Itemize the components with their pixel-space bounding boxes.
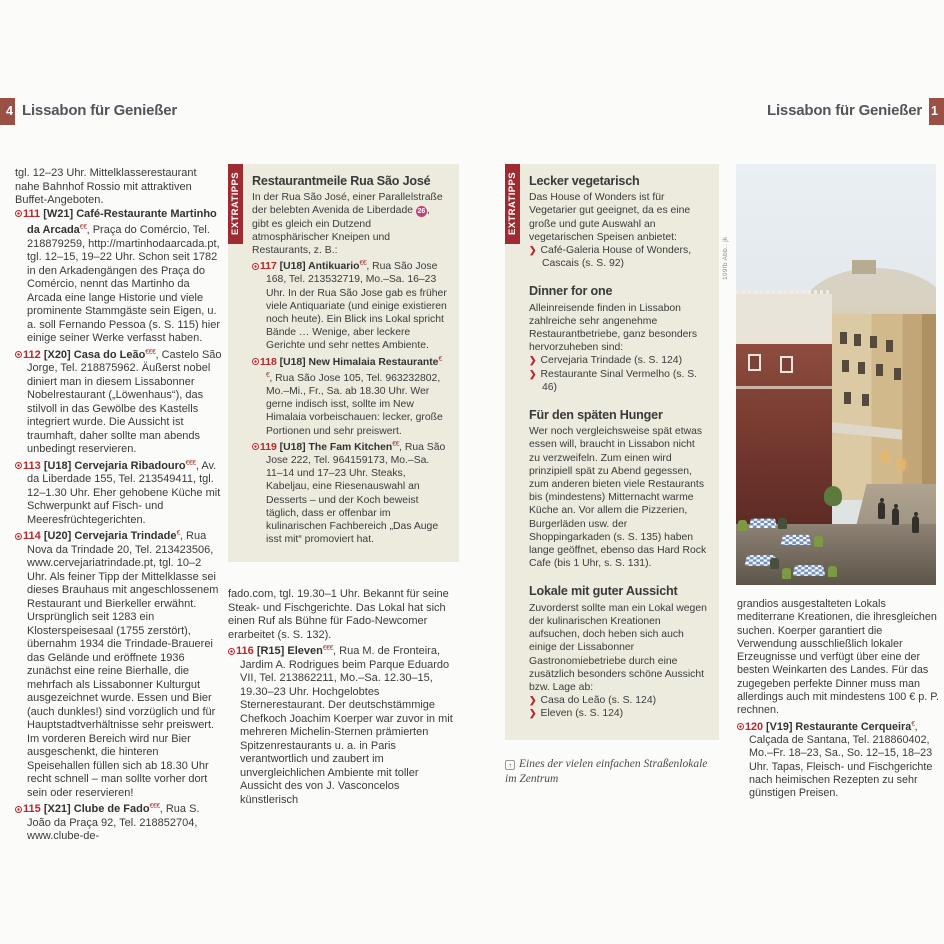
tip-section: [529, 285, 707, 394]
entry-text: , Rua São Jose 222, Tel. 964159173, Mo.–Sa. 11–14 und 17–23 Uhr. Steaks, Kabeljau, eine Riesenauswahl an Desserts – und der Koch beweist täglich, dass er offenbar im kulinarischen Fachbereich „Das Auge isst mit“ promoviert hat.: [266, 441, 446, 546]
restaurant-entry: [228, 642, 459, 807]
photo-lit-window: [882, 452, 889, 462]
entry-name: [W21] Café-Restaurante Martinho da Arcada: [27, 207, 217, 236]
price-rating: €€: [266, 355, 442, 379]
entry-name: [U18] The Fam Kitchen: [279, 441, 393, 453]
restaurant-entry: [252, 353, 447, 438]
paragraph-continuation: grandios ausgestalteten Lokals mediterrane Kreationen, die ihresgleichen suchen. Koerper garantiert die Verwendung ausschließlich lokaler Erzeugnisse und verfügt über eine der besten Weinkarten des Landes. Für das zugegeben perfekte Dinner muss man allerdings auch mit mindestens 100 € p. P. rechnen.: [737, 598, 940, 717]
map-pin-icon: [252, 443, 259, 450]
entry-name: [U18] Antikuario: [279, 261, 360, 273]
photo-castle: [852, 260, 876, 274]
restaurant-entry: [252, 257, 447, 352]
map-pin-icon: [252, 358, 259, 365]
entry-number: 117: [260, 261, 277, 273]
entry-text: , Rua M. de Fronteira, Jardim A. Rodrigues beim Parque Eduardo VII, Tel. 213862211, Mo.–Sa. 12.30–15, 19.30–23 Uhr. Hochgelobtes Sternerestaurant. Der deutschstämmige Chefkoch Joachim Koerper war zuvor in mit mehreren Michelin-Sternen prämierten Spitzenrestaurants u. a. in Paris verantwortlich und zaubert im unvergleichlichen Ambiente mit toller Aussicht des von J. Vasconcelos künstlerisch: [240, 645, 453, 806]
right-page-column-2: [737, 598, 944, 800]
price-rating: €€: [392, 440, 400, 448]
tip-section-text: Zuvorderst sollte man ein Lokal wegen der kulinarischen Kreationen aufsuchen, doch heben sich auch einige der Lissabonner Gastronomiebetriebe durch eine zusätzlich besonders schöne Aussicht bzw. Lage ab:: [529, 602, 707, 693]
photo-white-building: [736, 294, 832, 342]
price-rating: €€: [359, 260, 367, 268]
entry-name: [U18] New Himalaia Restaurante: [279, 356, 439, 368]
photo-cafe-table: [749, 519, 777, 528]
extratipps-tab: EXTRATIPPS: [228, 164, 243, 244]
entry-name: [X21] Clube de Fado: [43, 803, 150, 815]
photo-chair: [782, 568, 791, 579]
map-pin-icon: [15, 806, 22, 813]
tip-sections: [529, 175, 707, 721]
tip-section-title: Dinner for one: [529, 284, 613, 299]
tip-bullet: ❯ Cervejaria Trindade (s. S. 124): [529, 355, 683, 367]
restaurant-entry: [252, 438, 447, 547]
photo-cafe-table: [793, 565, 826, 576]
entry-name: [V19] Restaurante Cerqueira: [766, 720, 912, 733]
running-header-right: Lissabon für Genießer: [767, 102, 922, 119]
tip-bullet: ❯ Restaurante Sinal Vermelho (s. S. 46): [529, 368, 698, 393]
price-rating: €€€: [145, 348, 156, 356]
tip-section-title: Für den späten Hunger: [529, 408, 663, 423]
price-rating: €€: [79, 224, 87, 231]
photo-chair: [738, 520, 747, 531]
tip-section-text: Wer noch vergleichsweise spät etwas essen will, braucht in Lissabon nicht zu verzweifeln. Zum einen wird prinzipiell spät zu Abend gegessen, zum anderen bieten viele Restaurants bis (mindestens) Mitternacht warme Küche an. Vor allem die Pizzerien, Burgerläden usw. der Shoppingarkaden (s. S. 135) haben lange geöffnet, ebenso das Hard Rock Cafe (bis 1 Uhr, s. S. 131).: [529, 426, 707, 570]
left-page-column-1: [15, 167, 224, 844]
entry-text: , Av. da Liberdade 155, Tel. 213549411, tgl. 12–1.30 Uhr. Eher gehobene Küche mit Schwerpunkt auf Fisch- und Meeresfrüchtegerichten.: [27, 459, 221, 526]
map-pin-icon: [15, 533, 22, 540]
map-location-badge: 26: [417, 208, 426, 216]
paragraph: tgl. 12–23 Uhr. Mittelklasserestaurant nahe Bahnhof Rossio mit attraktiven Buffet-Angeboten.: [15, 167, 197, 206]
entry-text: , Castelo São Jorge, Tel. 218875962. Äußerst nobel diniert man in diesem Lissabonner Nobelrestaurant („Löwenhaus“), das stilvoll in das Gewölbe des Kastells integriert wurde. Die Aussicht ist traumhaft, daher sollte man abends unbedingt reservieren.: [27, 348, 222, 455]
restaurant-entries: [228, 642, 459, 807]
restaurant-entries: [15, 208, 224, 844]
right-page-column-1: [505, 164, 719, 740]
restaurant-entry: [15, 527, 224, 800]
photo-chair: [828, 566, 837, 577]
chevron-bullet-icon: ❯: [529, 695, 537, 706]
tip-section-text: Alleinreisende finden in Lissabon zahlreiche sehr angenehme Restaurantbetriebe, ganz besonders hervorzuheben sind:: [529, 302, 698, 354]
map-pin-icon: [252, 263, 259, 270]
map-pin-icon: [15, 210, 22, 217]
price-rating: €: [176, 530, 180, 537]
entry-text: , Calçada de Santana, Tel. 218860402, Mo.–Fr. 18–23, Sa., So. 12–15, 18–23 Uhr. Tapas, Fleisch- und Fischgerichte nach heimischen Rezepten zu sehr günstigen Preisen.: [749, 720, 933, 800]
tip-section: [529, 585, 707, 720]
paragraph-continuation: fado.com, tgl. 19.30–1 Uhr. Bekannt für seine Steak- und Fischgerichte. Das Lokal hat sich einen Ruf als Bühne für Fado-Newcomer erarbeitet (s. S. 132).: [228, 588, 449, 641]
map-pin-icon: [228, 648, 235, 655]
entry-number: 112: [23, 348, 41, 361]
photo-reference-icon: ↑: [505, 760, 515, 770]
entry-number: 111: [23, 207, 41, 220]
entry-text: , Praça do Comércio, Tel. 218879259, http://martinhodaarcada.pt, tgl. 12–15, 19–22 Uhr. Schon seit 1782 in den Arkadengängen des Praça do Comércio, nennt das Martinho da Arcada eine lange Historie und viele prominente Stammgäste sein Eigen, u. a. soll Fernando Pessoa (s. S. 115) hier einige seiner Werke verfasst haben.: [27, 224, 221, 344]
extratipps-box-tipps: [505, 164, 719, 740]
entry-number: 120: [745, 720, 764, 733]
restaurant-entry: [15, 208, 224, 346]
tip-section: [529, 409, 707, 570]
photo-cafe-table: [781, 535, 811, 545]
photo-plant: [824, 486, 842, 506]
price-rating: €€€: [185, 459, 196, 467]
tip-bullet: ❯ Casa do Leão (s. S. 124): [529, 695, 657, 707]
page-number-left: 4: [0, 98, 15, 125]
photo-chair: [770, 558, 779, 569]
restaurant-entry: [15, 457, 224, 528]
chevron-bullet-icon: ❯: [529, 355, 537, 366]
map-pin-icon: [737, 723, 744, 730]
entry-name: [X20] Casa do Leão: [43, 348, 146, 361]
chevron-bullet-icon: ❯: [529, 368, 537, 379]
chevron-bullet-icon: ❯: [529, 708, 537, 719]
tip-section: [529, 175, 707, 270]
photo-lit-window: [898, 460, 905, 470]
map-pin-icon: [15, 462, 22, 469]
photo-pedestrian: [912, 516, 919, 533]
entry-number: 119: [260, 441, 277, 453]
entry-text: , Rua São Jose 168, Tel. 213532719, Mo.–Sa. 16–23 Uhr. In der Rua São Jose gab es früher viele Antiquariate (und einige existieren noch heute). Ein Blick ins Lokal spricht Bände … Wenige, aber leckere Gerichte und sehr nettes Ambiente.: [266, 261, 447, 352]
photo-right-buildings: [832, 314, 936, 500]
tip-section-text: Das House of Wonders ist für Vegetarier gut geeignet, da es eine große und gute Auswahl an vegetarischen Speisen anbietet:: [529, 192, 691, 243]
tip-bullet: ❯ Eleven (s. S. 124): [529, 708, 624, 720]
street-photo: [736, 164, 936, 585]
extratipps-tab: EXTRATIPPS: [505, 164, 520, 244]
entry-number: 115: [23, 803, 41, 815]
restaurant-entries: [252, 257, 447, 546]
price-rating: €€€: [322, 645, 334, 652]
restaurant-entry: [15, 800, 224, 844]
extratipps-box-restaurantmeile: [228, 164, 459, 562]
entry-number: 118: [260, 356, 277, 368]
box-intro: In der Rua São José, einer Parallelstraße der belebten Avenida de Liberdade 26 , gibt es gleich ein Dutzend atmosphärischer Kneipen und Restaurants, z. B.:: [252, 192, 443, 257]
running-header-left: Lissabon für Genießer: [22, 102, 177, 119]
entry-text: , Rua S. João da Praça 92, Tel. 218852704, www.clube-de-: [27, 803, 200, 842]
page-number-right: 1: [929, 98, 944, 125]
map-pin-icon: [15, 351, 22, 358]
entry-number: 116: [236, 645, 254, 657]
left-page-column-2: [228, 164, 459, 807]
entry-text: , Rua São Jose 105, Tel. 963232802, Mo.–Mi., Fr., Sa. ab 18.30 Uhr. Wer gerne indisch isst, sollte im New Himalaia vorbeischauen: lecker, große Portionen und sehr preiswert.: [266, 372, 443, 437]
photo-caption: ↑ Eines der vielen einfachen Straßenlokale im Zentrum: [505, 758, 708, 785]
photo-credit: 109fb Abb.: jk: [722, 236, 729, 280]
restaurant-entries: [737, 718, 944, 801]
tip-bullet: ❯ Café-Galeria House of Wonders, Cascais (s. S. 92): [529, 245, 692, 270]
photo-pedestrian: [878, 502, 885, 519]
entry-name: [R15] Eleven: [256, 645, 323, 657]
entry-name: [U20] Cervejaria Trindade: [43, 530, 177, 542]
price-rating: €€€: [149, 803, 160, 810]
box-title: Restaurantmeile Rua São José: [252, 174, 431, 188]
restaurant-entry: [737, 718, 944, 801]
photo-pedestrian: [892, 508, 899, 525]
entry-number: 114: [23, 530, 41, 542]
entry-text: , Rua Nova da Trindade 20, Tel. 213423506, www.cervejariatrindade.pt, tgl. 10–2 Uhr. Als feiner Tipp der Mittelklasse sei dieses Brauhaus mit angeschlossenem Restaurant und Bierkeller erwähnt. Ursprünglich seit 1283 ein Klosterspeisesaal (1755 zerstört), übernahm 1934 die Trindade-Brauerei das Gelände und eröffnete 1936 zunächst eine reine Bierhalle, die mehrfach als Lissabonner Kulturgut ausgezeichnet wurde. Essen und Bier (auch dunkles!) sind vorzüglich und für Hauptstadtverhältnisse sehr preiswert. Im vorderen Bereich wird nur Bier ausgeschenkt, die hinteren Speisehallen füllen sich ab 18.30 Uhr recht schnell – man sollte vorher dort sein oder reservieren!: [27, 530, 219, 799]
entry-number: 113: [23, 459, 41, 472]
photo-building-edge: [922, 314, 936, 500]
chevron-bullet-icon: ❯: [529, 245, 537, 256]
tip-section-title: Lokale mit guter Aussicht: [529, 584, 678, 599]
photo-chair: [814, 536, 823, 547]
tip-section-title: Lecker vegetarisch: [529, 174, 640, 188]
restaurant-entry: [15, 346, 224, 457]
entry-name: [U18] Cervejaria Ribadouro: [43, 459, 186, 472]
price-rating: €: [911, 720, 915, 728]
photo-chair: [778, 518, 787, 529]
